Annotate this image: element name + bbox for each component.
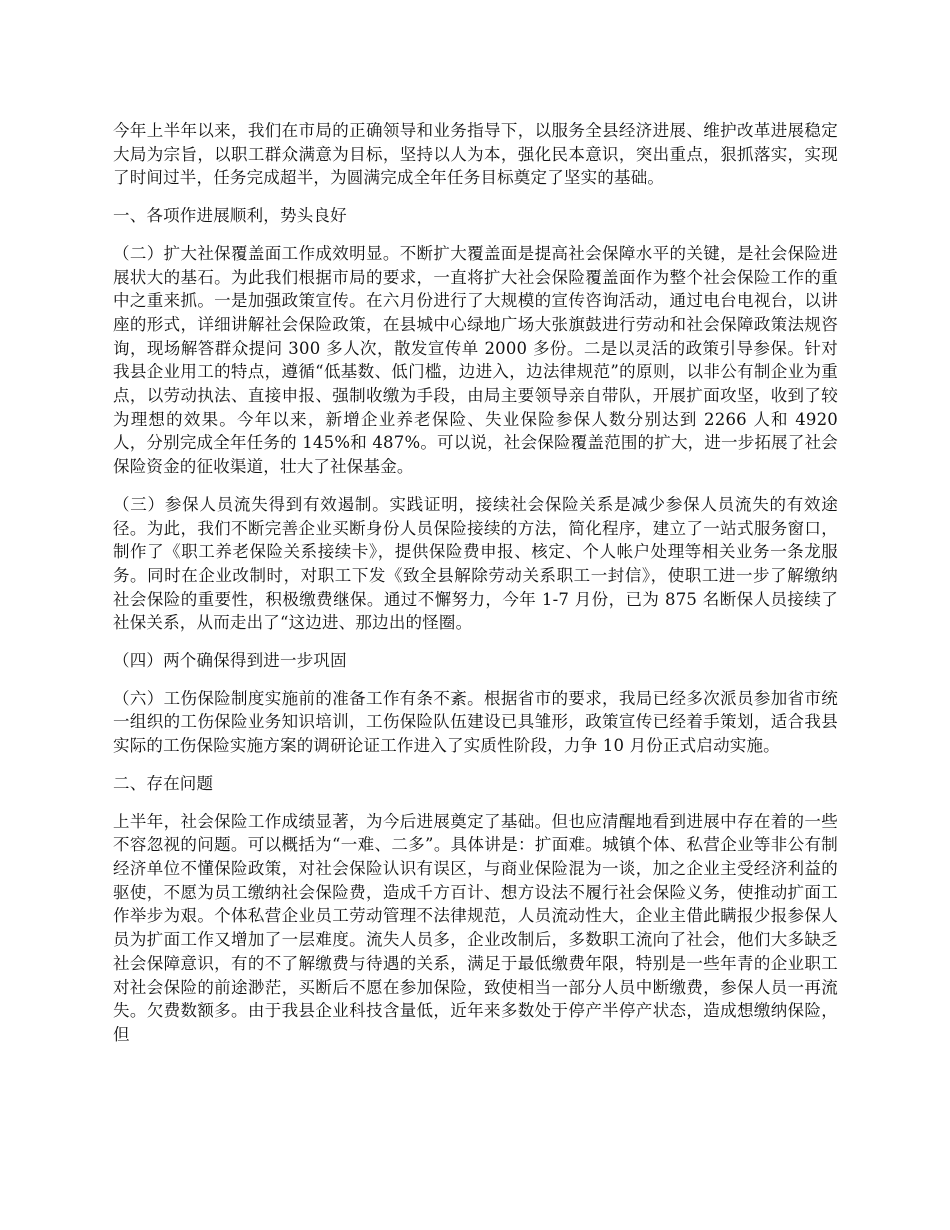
- document-body: [113, 119, 838, 1061]
- section-heading-problems: 二、存在问题: [113, 773, 214, 793]
- section-heading-progress: 一、各项作进展顺利，势头良好: [113, 206, 347, 226]
- paragraph-attrition-control: （三）参保人员流失得到有效遏制。实践证明，接续社会保险关系是减少参保人员流失的有效途径。为此，我们不断完善企业买断身份人员保险接续的方法，简化程序，建立了一站式服务窗口，制作了《职工养老保险关系接续卡》，提供保险费申报、核定、个人帐户处理等相关业务一条龙服务。同时在企业改制时，对职工下发《致全县解除劳动关系职工一封信》，使职工进一步了解缴纳社会保险的重要性，积极缴费继保。通过不懈努力，今年 1-7 月份，已为 875 名断保人员接续了社保关系，从而走出了“这边进、那边出的怪圈。: [113, 494, 838, 633]
- paragraph-problems: 上半年，社会保险工作成绩显著，为今后进展奠定了基础。但也应清醒地看到进展中存在着的一些不容忽视的问题。可以概括为“一难、二多”。具体讲是：扩面难。城镇个体、私营企业等非公有制经济单位不懂保险政策，对社会保险认识有误区，与商业保险混为一谈，加之企业主受经济利益的驱使，不愿为员工缴纳社会保险费，造成千方百计、想方设法不履行社会保险义务，使推动扩面工作举步为艰。个体私营企业员工劳动管理不法律规范，人员流动性大，企业主借此瞒报少报参保人员为扩面工作又增加了一层难度。流失人员多，企业改制后，多数职工流向了社会，他们大多缺乏社会保障意识，有的不了解缴费与待遇的关系，满足于最低缴费年限，特别是一些年青的企业职工对社会保险的前途渺茫，买断后不愿在参加保险，致使相当一部分人员中断缴费，参保人员一再流失。欠费数额多。由于我县企业科技含量低，近年来多数处于停产半停产状态，造成想缴纳保险，但: [113, 811, 838, 1044]
- paragraph-coverage-expansion: （二）扩大社保覆盖面工作成效明显。不断扩大覆盖面是提高社会保障水平的关键，是社会保险进展状大的基石。为此我们根据市局的要求，一直将扩大社会保险覆盖面作为整个社会保险工作的重中之重来抓。一是加强政策宣传。在六月份进行了大规模的宣传咨询活动，通过电台电视台，以讲座的形式，详细讲解社会保险政策，在县城中心绿地广场大张旗鼓进行劳动和社会保障政策法规咨询，现场解答群众提问 300 多人次，散发宣传单 2000 多份。二是以灵活的政策引导参保。针对我县企业用工的特点，遵循“低基数、低门槛，边进入，边法律规范”的原则，以非公有制企业为重点，以劳动执法、直接申报、强制收缴为手段，由局主要领导亲自带队，开展扩面攻坚，收到了较为理想的效果。今年以来，新增企业养老保险、失业保险参保人数分别达到 2266 人和 4920 人，分别完成全年任务的 145%和 487%。可以说，社会保险覆盖范围的扩大，进一步拓展了社会保险资金的征收渠道，壮大了社保基金。: [113, 243, 838, 477]
- paragraph-injury-insurance: （六）工伤保险制度实施前的准备工作有条不紊。根据省市的要求，我局已经多次派员参加省市统一组织的工伤保险业务知识培训，工伤保险队伍建设已具雏形，政策宣传已经着手策划，适合我县实际的工伤保险实施方案的调研论证工作进入了实质性阶段，力争 10 月份正式启动实施。: [113, 688, 838, 756]
- subheading-two-guarantees: （四）两个确保得到进一步巩固: [113, 651, 347, 671]
- intro-paragraph: 今年上半年以来，我们在市局的正确领导和业务指导下，以服务全县经济进展、维护改革进展稳定大局为宗旨，以职工群众满意为目标，坚持以人为本，强化民本意识，突出重点，狠抓落实，实现了时间过半，任务完成超半，为圆满完成全年任务目标奠定了坚实的基础。: [113, 121, 838, 188]
